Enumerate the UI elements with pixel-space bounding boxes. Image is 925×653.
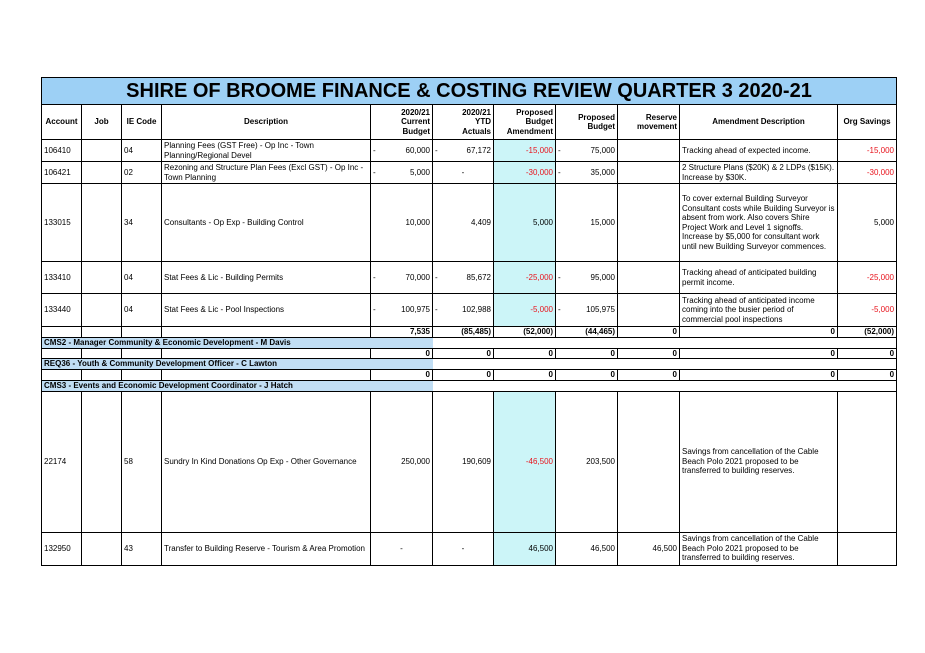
cell-reserve (618, 294, 680, 327)
cell-org-savings: -25,000 (838, 262, 897, 294)
cell-amendment-description: Savings from cancellation of the Cable Beach Polo 2021 proposed to be transferred to building reserves. (680, 391, 838, 532)
section-req36-title: REQ36 - Youth & Community Development Officer - C Lawton (42, 359, 433, 370)
table-row (42, 184, 897, 262)
total-amendment-description: 0 (680, 327, 838, 338)
cell-account: 106410 (42, 140, 82, 162)
cell-description: Planning Fees (GST Free) - Op Inc - Town Planning/Regional Devel (162, 140, 371, 162)
cell-job (82, 262, 122, 294)
total-ytd-actuals: (85,485) (433, 327, 494, 338)
header-current-budget: 2020/21 Current Budget (371, 105, 433, 140)
cell-amendment: -46,500 (494, 391, 556, 532)
cell-current-budget: - 60,000 (371, 140, 433, 162)
cell-ie-code: 43 (122, 532, 162, 565)
cell-current-budget: - 100,975 (371, 294, 433, 327)
header-reserve-movement: Reserve movement (618, 105, 680, 140)
cell-account: 106421 (42, 162, 82, 184)
cell-description: Rezoning and Structure Plan Fees (Excl GST) - Op Inc - Town Planning (162, 162, 371, 184)
section-header (42, 337, 897, 348)
header-proposed-budget: Proposed Budget (556, 105, 618, 140)
cell-current-budget: - 5,000 (371, 162, 433, 184)
cell-amendment: 5,000 (494, 184, 556, 262)
totals-row (42, 327, 897, 338)
cell-description: Transfer to Building Reserve - Tourism & Area Promotion (162, 532, 371, 565)
cell-current-budget: 250,000 (371, 391, 433, 532)
header-ytd-actuals: 2020/21 YTD Actuals (433, 105, 494, 140)
cell-org-savings (838, 391, 897, 532)
cell-ytd-actuals: - 102,988 (433, 294, 494, 327)
cell-org-savings: 5,000 (838, 184, 897, 262)
cell-ytd-actuals: - (433, 532, 494, 565)
header-ie-code: IE Code (122, 105, 162, 140)
header-account: Account (42, 105, 82, 140)
cell-current-budget: - (371, 532, 433, 565)
cell-reserve (618, 262, 680, 294)
cell-org-savings: -15,000 (838, 140, 897, 162)
cell-account: 133410 (42, 262, 82, 294)
cell-description: Consultants - Op Exp - Building Control (162, 184, 371, 262)
cell-ytd-actuals: 190,609 (433, 391, 494, 532)
table-row (42, 162, 897, 184)
cell-proposed-budget: - 35,000 (556, 162, 618, 184)
cell-ytd-actuals: - (433, 162, 494, 184)
cell-ie-code: 58 (122, 391, 162, 532)
cell-ie-code: 34 (122, 184, 162, 262)
totals-row: 0 0 0 0 0 0 0 (42, 348, 897, 359)
header-description: Description (162, 105, 371, 140)
table-row (42, 262, 897, 294)
totals-row: 0 0 0 0 0 0 0 (42, 370, 897, 381)
cell-ie-code: 02 (122, 162, 162, 184)
cell-account: 133440 (42, 294, 82, 327)
cell-job (82, 140, 122, 162)
cell-ie-code: 04 (122, 294, 162, 327)
cell-amendment-description: Tracking ahead of expected income. (680, 140, 838, 162)
cell-ytd-actuals: - 67,172 (433, 140, 494, 162)
cell-proposed-budget: 46,500 (556, 532, 618, 565)
cell-description: Sundry In Kind Donations Op Exp - Other Governance (162, 391, 371, 532)
total-amendment: (52,000) (494, 327, 556, 338)
cell-amendment-description: Tracking ahead of anticipated building permit income. (680, 262, 838, 294)
section-cms2-title: CMS2 - Manager Community & Economic Development - M Davis (42, 337, 433, 348)
cell-amendment-description: To cover external Building Surveyor Consultant costs while Building Surveyor is absent from work. Also covers Shire Project Work and Level 1 signoffs. Increase by $5,000 for consultant work until new Building Surveyor commences. (680, 184, 838, 262)
header-proposed-amendment: Proposed Budget Amendment (494, 105, 556, 140)
total-org-savings: (52,000) (838, 327, 897, 338)
cell-amendment: -30,000 (494, 162, 556, 184)
header-row (42, 105, 897, 140)
header-job: Job (82, 105, 122, 140)
cell-org-savings: -5,000 (838, 294, 897, 327)
cell-reserve (618, 184, 680, 262)
cell-reserve: 46,500 (618, 532, 680, 565)
finance-table (41, 77, 897, 566)
cell-ie-code: 04 (122, 262, 162, 294)
cell-amendment-description: Savings from cancellation of the Cable Beach Polo 2021 proposed to be transferred to building reserves. (680, 532, 838, 565)
table-row (42, 140, 897, 162)
finance-review-sheet (41, 77, 896, 566)
cell-account: 133015 (42, 184, 82, 262)
table-row (42, 391, 897, 532)
cell-ytd-actuals: - 85,672 (433, 262, 494, 294)
cell-proposed-budget: - 75,000 (556, 140, 618, 162)
section-header (42, 380, 897, 391)
cell-account: 22174 (42, 391, 82, 532)
cell-job (82, 162, 122, 184)
table-row (42, 532, 897, 565)
cell-proposed-budget: 15,000 (556, 184, 618, 262)
cell-reserve (618, 391, 680, 532)
cell-proposed-budget: 203,500 (556, 391, 618, 532)
cell-job (82, 184, 122, 262)
cell-reserve (618, 162, 680, 184)
total-reserve: 0 (618, 327, 680, 338)
cell-account: 132950 (42, 532, 82, 565)
cell-ytd-actuals: 4,409 (433, 184, 494, 262)
section-header (42, 359, 897, 370)
cell-proposed-budget: - 95,000 (556, 262, 618, 294)
cell-proposed-budget: - 105,975 (556, 294, 618, 327)
total-proposed-budget: (44,465) (556, 327, 618, 338)
total-current-budget: 7,535 (371, 327, 433, 338)
cell-current-budget: 10,000 (371, 184, 433, 262)
cell-job (82, 532, 122, 565)
cell-description: Stat Fees & Lic - Pool Inspections (162, 294, 371, 327)
cell-amendment-description: Tracking ahead of anticipated income coming into the busier period of commercial pool inspections (680, 294, 838, 327)
cell-ie-code: 04 (122, 140, 162, 162)
sheet-title: SHIRE OF BROOME FINANCE & COSTING REVIEW QUARTER 3 2020-21 (42, 78, 897, 105)
cell-org-savings: -30,000 (838, 162, 897, 184)
cell-job (82, 391, 122, 532)
cell-amendment: -25,000 (494, 262, 556, 294)
cell-amendment: -15,000 (494, 140, 556, 162)
cell-amendment-description: 2 Structure Plans ($20K) & 2 LDPs ($15K). Increase by $30K. (680, 162, 838, 184)
section-cms3-title: CMS3 - Events and Economic Development Coordinator - J Hatch (42, 380, 433, 391)
header-amendment-description: Amendment Description (680, 105, 838, 140)
header-org-savings: Org Savings (838, 105, 897, 140)
cell-reserve (618, 140, 680, 162)
table-row (42, 294, 897, 327)
cell-description: Stat Fees & Lic - Building Permits (162, 262, 371, 294)
cell-job (82, 294, 122, 327)
cell-amendment: 46,500 (494, 532, 556, 565)
cell-current-budget: - 70,000 (371, 262, 433, 294)
cell-amendment: -5,000 (494, 294, 556, 327)
cell-org-savings (838, 532, 897, 565)
